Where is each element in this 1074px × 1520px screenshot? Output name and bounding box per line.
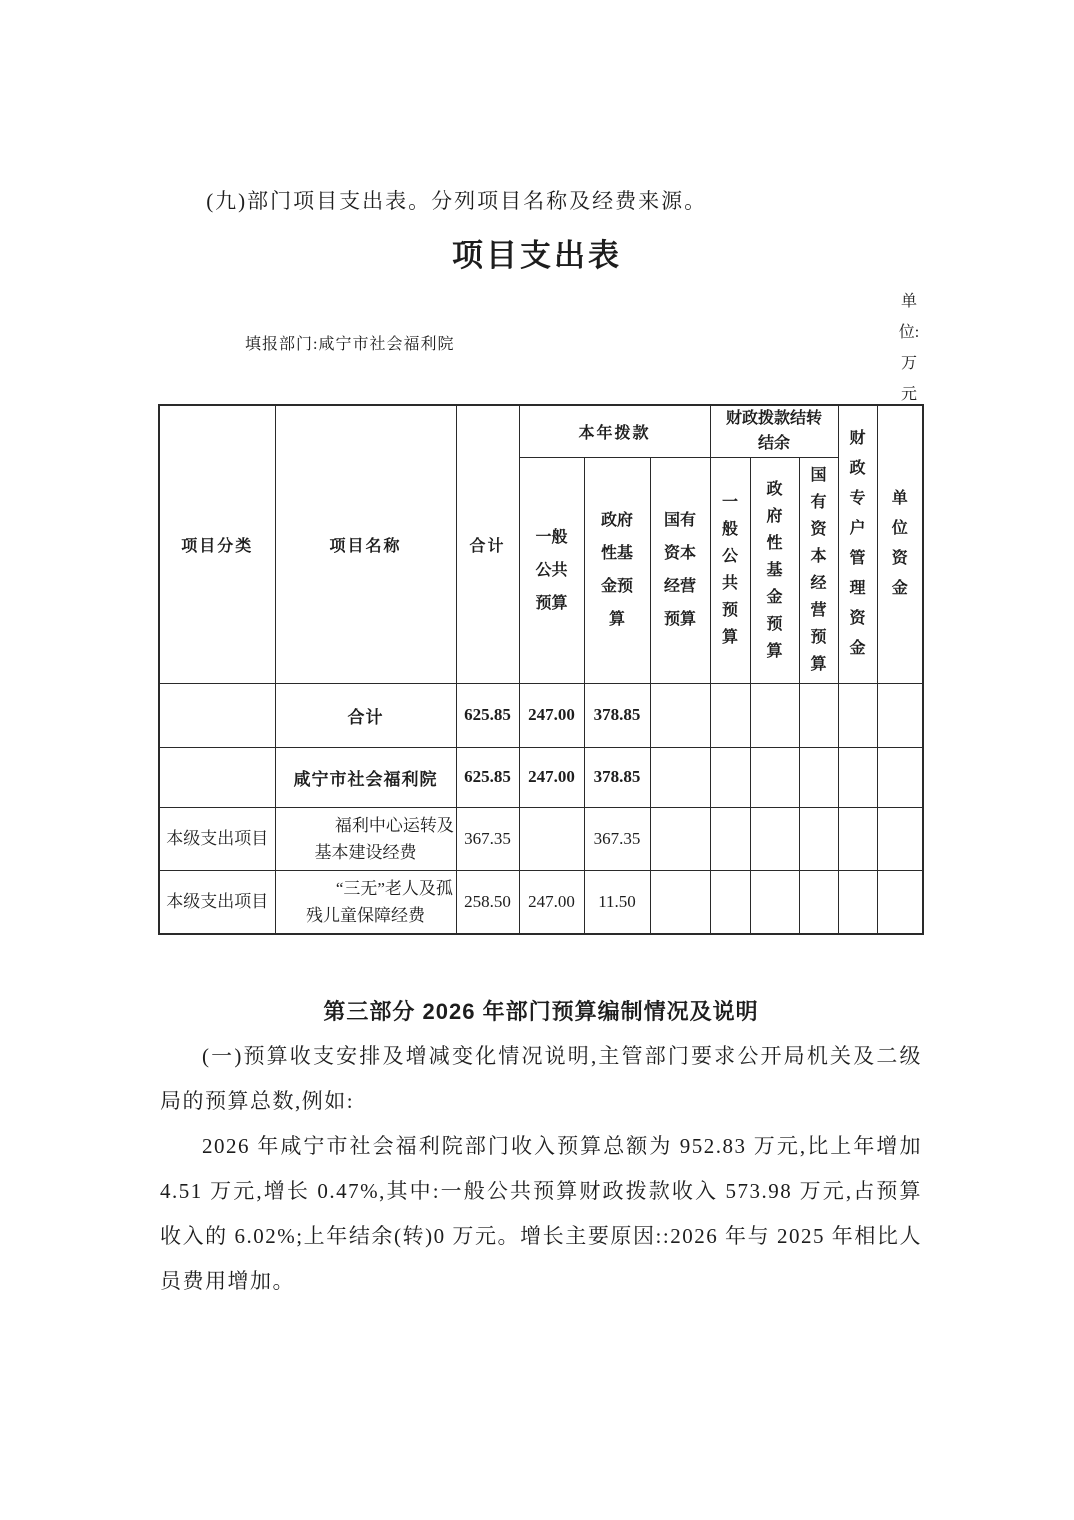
- paragraph-overview: (一)预算收支安排及增减变化情况说明,主管部门要求公开局机关及二级局的预算总数,例如:: [160, 1044, 922, 1113]
- header-unit-funds: [877, 405, 923, 683]
- cell-category: [159, 683, 275, 747]
- header-carry-gov-fund-budget: [750, 457, 799, 683]
- cell-special-account: [838, 683, 877, 747]
- cell-total: 625.85: [456, 683, 519, 747]
- header-current-gov-fund-budget: [584, 457, 650, 683]
- table-row-project-welfare-center: [159, 807, 923, 870]
- cell-carry-state-capital: [799, 683, 838, 747]
- cell-carry-general: [710, 870, 750, 934]
- cell-carry-general: [710, 683, 750, 747]
- header-carry-gov-fund-budget-label: 政府性基金预算: [766, 480, 783, 660]
- cell-current-general: 247.00: [519, 870, 584, 934]
- cell-category: 本级支出项目: [159, 870, 275, 934]
- cell-name: 咸宁市社会福利院: [275, 747, 456, 807]
- cell-carry-general: [710, 747, 750, 807]
- cell-unit-funds: [877, 747, 923, 807]
- header-band-row: [159, 405, 923, 457]
- unit-note: 单位:万元: [898, 293, 920, 403]
- header-carry-state-capital-budget-label: 国有资本经营预算: [810, 467, 827, 673]
- header-current-gov-fund-budget-label: 政府性基金预算: [600, 512, 633, 628]
- cell-carry-state-capital: [799, 870, 838, 934]
- cell-current-gov-fund: 11.50: [584, 870, 650, 934]
- header-name: 项目名称: [275, 405, 456, 683]
- header-band-carryover-label: 财政拨款结转结余: [726, 410, 823, 453]
- table-row-project-three-nos: [159, 870, 923, 934]
- dept-label: 填报部门:咸宁市社会福利院: [245, 336, 455, 353]
- cell-current-state-capital: [650, 683, 710, 747]
- header-special-account: [838, 405, 877, 683]
- header-carry-general-budget-label: 一般公共预算: [722, 494, 739, 646]
- header-category: 项目分类: [159, 405, 275, 683]
- cell-carry-gov-fund: [750, 747, 799, 807]
- header-special-account-label: 财政专户管理资金: [849, 430, 866, 658]
- header-carry-general-budget: [710, 457, 750, 683]
- cell-total: 258.50: [456, 870, 519, 934]
- cell-name: 福利中心运转及基本建设经费: [275, 807, 456, 870]
- cell-current-state-capital: [650, 747, 710, 807]
- cell-special-account: [838, 747, 877, 807]
- cell-current-general: 247.00: [519, 683, 584, 747]
- cell-carry-gov-fund: [750, 870, 799, 934]
- cell-unit-funds: [877, 683, 923, 747]
- header-current-general-budget: [519, 457, 584, 683]
- cell-current-gov-fund: 378.85: [584, 747, 650, 807]
- table-title: 项目支出表: [452, 238, 622, 273]
- cell-carry-gov-fund: [750, 683, 799, 747]
- cell-name: “三无”老人及孤残儿童保障经费: [275, 870, 456, 934]
- cell-current-general: [519, 807, 584, 870]
- table-row-grand-total: [159, 683, 923, 747]
- table-row-department-total: [159, 747, 923, 807]
- header-band-carryover: [710, 405, 838, 457]
- paragraph-budget-detail: 2026 年咸宁市社会福利院部门收入预算总额为 952.83 万元,比上年增加 4.51 万元,增长 0.47%,其中:一般公共预算财政拨款收入 573.98 万元,占预算收入的 6.02%;上年结余(转)0 万元。增长主要原因::2026 年与 2025 年相比人员费用增加。: [160, 1134, 922, 1293]
- header-total: 合计: [456, 405, 519, 683]
- header-current-general-budget-label: 一般公共预算: [535, 528, 568, 612]
- cell-category: [159, 747, 275, 807]
- cell-carry-gov-fund: [750, 807, 799, 870]
- cell-total: 625.85: [456, 747, 519, 807]
- cell-category: 本级支出项目: [159, 807, 275, 870]
- cell-total: 367.35: [456, 807, 519, 870]
- cell-current-general: 247.00: [519, 747, 584, 807]
- cell-current-gov-fund: 367.35: [584, 807, 650, 870]
- intro-line: (九)部门项目支出表。分列项目名称及经费来源。: [206, 189, 708, 213]
- cell-special-account: [838, 807, 877, 870]
- project-expenditure-table: [158, 404, 924, 935]
- cell-unit-funds: [877, 870, 923, 934]
- cell-current-gov-fund: 378.85: [584, 683, 650, 747]
- cell-unit-funds: [877, 807, 923, 870]
- cell-current-state-capital: [650, 870, 710, 934]
- header-current-state-capital-budget: [650, 457, 710, 683]
- section-title: 第三部分 2026 年部门预算编制情况及说明: [323, 999, 759, 1024]
- cell-special-account: [838, 870, 877, 934]
- cell-carry-general: [710, 807, 750, 870]
- cell-carry-state-capital: [799, 747, 838, 807]
- cell-carry-state-capital: [799, 807, 838, 870]
- header-band-current-year: 本年拨款: [519, 405, 710, 457]
- header-current-state-capital-budget-label: 国有资本经营预算: [664, 512, 697, 628]
- header-carry-state-capital-budget: [799, 457, 838, 683]
- cell-name: 合计: [275, 683, 456, 747]
- cell-current-state-capital: [650, 807, 710, 870]
- header-unit-funds-label: 单位资金: [891, 490, 908, 598]
